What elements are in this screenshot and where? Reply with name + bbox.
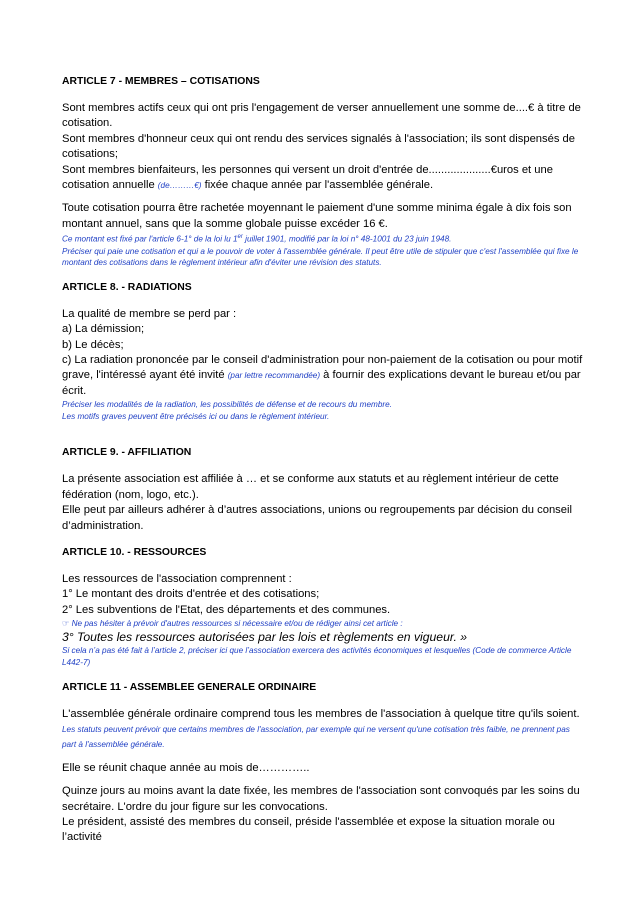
article-11	[62, 681, 583, 846]
article-7-title: ARTICLE 7 - MEMBRES – COTISATIONS	[62, 76, 260, 87]
article-7-note-law	[62, 232, 583, 245]
article-9-membership: Elle peut par ailleurs adhérer à d’autres associations, unions ou regroupements par décision du conseil d’administration.	[62, 504, 572, 532]
article-8-item-c	[62, 353, 583, 399]
article-7-active-members: Sont membres actifs ceux qui ont pris l'engagement de verser annuellement une somme de....€ à titre de cotisation.	[62, 102, 581, 130]
article-11-president: Le président, assisté des membres du conseil, préside l'assemblée et expose la situation morale ou l’activité	[62, 816, 555, 844]
article-8-item-c-text-b: à fournir des explications devant le bureau et/ou par écrit.	[62, 369, 581, 397]
article-7-note-law-b: juillet 1901, modifié par la loi n° 48-1001 du 23 juin 1948.	[242, 234, 452, 244]
article-8-item-c-note: (par lettre recommandée)	[227, 371, 321, 381]
article-8-item-c-text-a: c) La radiation prononcée par le conseil d'administration pour non-paiement de la cotisation ou pour motif grave, l'intéressé ayant été invité	[62, 353, 583, 382]
article-8-intro: La qualité de membre se perd par :	[62, 307, 237, 320]
article-10-item-3: 3° Toutes les ressources autorisées par les lois et règlements en vigueur. »	[62, 629, 468, 644]
article-10-item-2: 2° Les subventions de l'Etat, des départements et des communes.	[62, 603, 391, 616]
article-7-benefactors	[62, 163, 583, 194]
article-9-title: ARTICLE 9. - AFFILIATION	[62, 447, 192, 459]
article-10	[62, 546, 583, 669]
article-7-note-law-a: Ce montant est fixé par l'article 6-1° de la loi lu 1	[62, 234, 238, 244]
article-7-note-vote: Préciser qui paie une cotisation et qui a le pouvoir de voter à l'assemblée générale. Il peut être utile de stipuler que c'est l'assemblée qui fixe le montant des cotisations dans le règlement intérieur afin d'éviter une révision des statuts.	[62, 246, 579, 268]
article-7-benefactors-text-a: Sont membres bienfaiteurs, les personnes qui versent un droit d'entrée de....................€uros et une cotisation annuelle	[62, 163, 553, 192]
article-8-item-a: a) La démission;	[62, 323, 145, 336]
article-10-note-other: ☞ Ne pas hésiter à prévoir d'autres ressources si nécessaire et/ou de rédiger ainsi cet article :	[62, 619, 403, 629]
article-9-affiliation: La présente association est affiliée à … et se conforme aux statuts et au règlement intérieur de cette fédération (nom, logo, etc.).	[62, 473, 559, 501]
article-10-note-commerce: Si cela n’a pas été fait à l’article 2, préciser ici que l’association exercera des activités économiques et lesquelles (Code de commerce Article L442-7)	[62, 646, 572, 668]
article-7-benefactors-note: (de………€)	[157, 181, 202, 191]
article-11-composition	[62, 707, 583, 753]
article-7-benefactors-text-b: fixée chaque année par l'assemblée générale.	[201, 179, 434, 192]
article-8-note-motives: Les motifs graves peuvent être précisés ici ou dans le règlement intérieur.	[62, 411, 330, 421]
article-11-title: ARTICLE 11 - ASSEMBLEE GENERALE ORDINAIRE	[62, 681, 317, 693]
article-10-intro: Les ressources de l'association comprennent :	[62, 573, 292, 586]
article-8-note-modalities: Préciser les modalités de la radiation, les possibilités de défense et de recours du membre.	[62, 400, 392, 410]
article-7-buyback: Toute cotisation pourra être rachetée moyennant le paiement d'une somme minima égale à dix fois son montant annuel, sans que la somme globale puisse excéder 16 €.	[62, 202, 572, 230]
article-10-title: ARTICLE 10. - RESSOURCES	[62, 547, 207, 559]
article-8-title: ARTICLE 8. - RADIATIONS	[62, 281, 192, 293]
article-11-convocation: Quinze jours au moins avant la date fixée, les membres de l'association sont convoqués par les soins du secrétaire. L'ordre du jour figure sur les convocations.	[62, 785, 580, 813]
article-9	[62, 446, 583, 534]
article-11-composition-note: Les statuts peuvent prévoir que certains membres de l'association, par exemple qui ne versent qu'une cotisation très faible, ne prennent pas part à l'assemblée générale.	[62, 725, 570, 750]
article-11-composition-text: L'assemblée générale ordinaire comprend tous les membres de l'association à quelque titre qu'ils soient.	[62, 707, 580, 720]
article-8-item-b: b) Le décès;	[62, 338, 124, 351]
article-7-note-law-sup: er	[237, 234, 243, 241]
article-8	[62, 281, 583, 423]
article-7	[62, 75, 583, 269]
article-10-item-1: 1° Le montant des droits d'entrée et des cotisations;	[62, 588, 320, 601]
article-11-annual: Elle se réunit chaque année au mois de…………..	[62, 761, 310, 774]
article-7-honorary-members: Sont membres d'honneur ceux qui ont rendu des services signalés à l'association; ils sont dispensés de cotisations;	[62, 132, 575, 161]
